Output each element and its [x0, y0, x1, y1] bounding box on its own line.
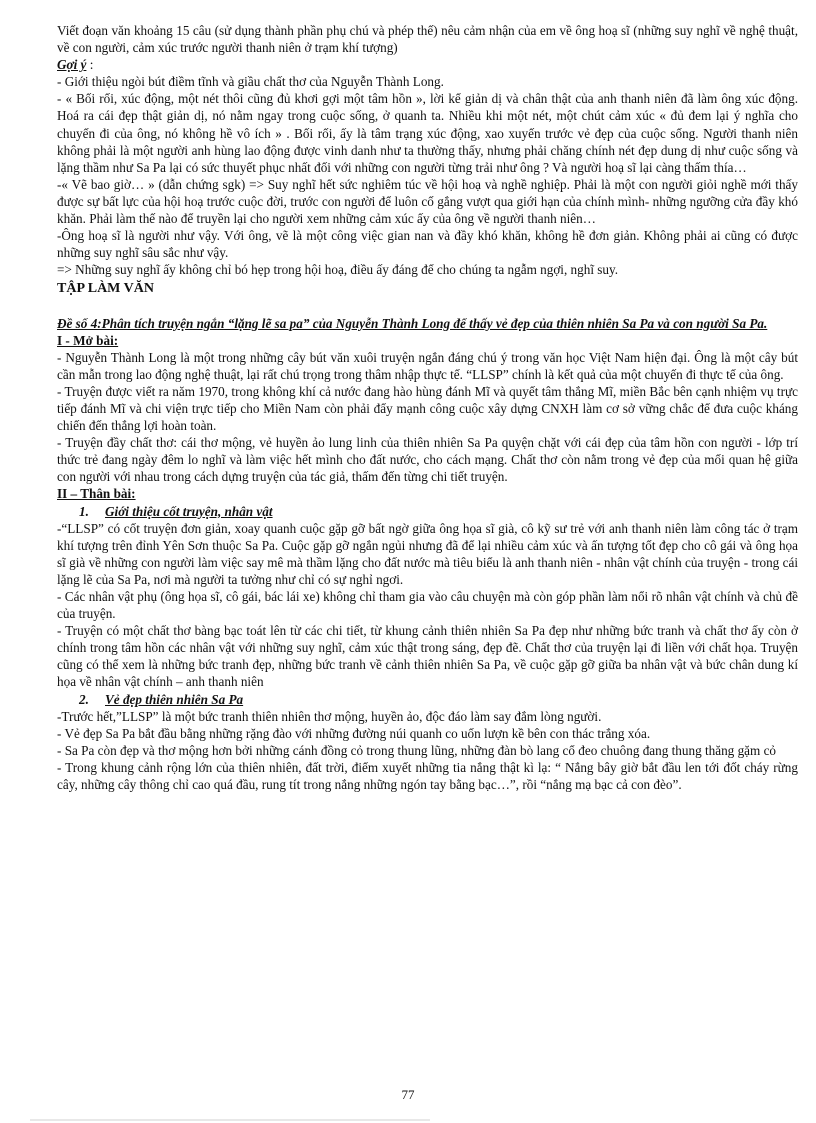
part1-heading: I - Mở bài: — [57, 332, 119, 348]
page-number: 77 — [401, 1087, 415, 1102]
subsection-1-label: Giới thiệu cốt truyện, nhân vật — [105, 503, 273, 519]
essay-title: Đề số 4:Phân tích truyện ngắn “lặng lẽ sa pa” của Nguyễn Thành Long để thấy vẻ đẹp của thiên nhiên Sa Pa và con người Sa Pa. — [57, 315, 768, 331]
hint-paragraph: -« Vẽ bao giờ… » (dẫn chứng sgk) => Suy nghĩ hết sức nghiêm túc về hội hoạ và nghề nghiệp. Phải là một con người giỏi nghề mới thấy được sự bất lực của hội hoạ trước cuộc đời, trước con người để luôn cố gắng vượt qua giới hạn của chính mình- những ngưỡng cửa đầy khó khăn. Phải làm thế nào để truyền lại cho người xem những cảm xúc ấy của ông về người thanh niên… — [57, 176, 798, 227]
subsection-1-heading — [79, 503, 798, 520]
assignment-prompt: Viết đoạn văn khoảng 15 câu (sử dụng thành phần phụ chú và phép thế) nêu cảm nhận của em về ông hoạ sĩ (những suy nghĩ về nghệ thuật, về con người, cảm xúc trước người thanh niên ở trạm khí tượng) — [57, 23, 798, 56]
hint-label: Gợi ý — [57, 57, 87, 73]
subsection-2-paragraph: - Sa Pa còn đẹp và thơ mộng hơn bởi những cánh đồng cỏ trong thung lũng, những đàn bò lang cổ đeo chuông đang thung thăng gặm cỏ — [57, 742, 777, 758]
section-heading: TẬP LÀM VĂN — [57, 281, 154, 297]
part1-paragraph: - Truyện đầy chất thơ: cái thơ mộng, vẻ huyền ảo lung linh của thiên nhiên Sa Pa quyện chặt với cái đẹp của tâm hồn con người - lớp trí thức trẻ đang ngày đêm lo nghĩ và làm việc hết mình cho đất nước, cho cách mạng. Chất thơ còn nằm trong vẻ đẹp của mối quan hệ giữa con người với nhau trong cách dựng truyện của tác giả, thấm đến từng chi tiết truyện. — [57, 435, 798, 485]
subsection-2-heading — [79, 691, 798, 708]
hint-colon: : — [86, 57, 94, 73]
hint-paragraph: - Giới thiệu ngòi bút điềm tĩnh và giầu chất thơ của Nguyễn Thành Long. — [57, 74, 444, 90]
subsection-2-label: Vẻ đẹp thiên nhiên Sa Pa — [105, 691, 244, 707]
document-page — [57, 22, 798, 793]
subsection-2-number: 2. — [79, 691, 89, 707]
subsection-2-paragraph: -Trước hết,”LLSP” là một bức tranh thiên nhiên thơ mộng, huyền ảo, độc đáo làm say đắm lòng người. — [57, 708, 602, 724]
blank-line — [57, 298, 798, 315]
subsection-1-paragraph: -“LLSP” có cốt truyện đơn giản, xoay quanh cuộc gặp gỡ bất ngờ giữa ông họa sĩ già, cô kỹ sư trẻ với anh thanh niên làm công tác ở trạm khí tượng trên đỉnh Yên Sơn thuộc Sa Pa. Cuộc gặp gỡ ngắn ngủi nhưng đã để lại nhiều cảm xúc và ấn tượng tốt đẹp cho cô gái và ông họa sĩ già về những con người làm việc say mê mà thầm lặng cho đất nước mà tiêu biểu là anh thanh niên - nhân vật chính của truyện - trong cái lặng lẽ của Sa Pa, nơi mà người ta tưởng như chỉ có sự nghỉ ngơi. — [57, 520, 798, 587]
footer-divider — [30, 1119, 430, 1121]
subsection-1-number: 1. — [79, 503, 89, 519]
subsection-2-paragraph: - Trong khung cảnh rộng lớn của thiên nhiên, đất trời, điểm xuyết những tia nắng thật kì lạ: “ Nắng bây giờ bắt đầu len tới đốt cháy rừng cây, những cây thông chỉ cao quá đầu, rung tít trong nắng những ngón tay bằng bạc…”, rồi “nắng mạ bạc cả con đèo”. — [57, 759, 798, 793]
hint-paragraph: -Ông hoạ sĩ là người như vậy. Với ông, vẽ là một công việc gian nan và đầy khó khăn, không hề đơn giản. Không phải ai cũng có được những suy nghĩ sâu sắc như vậy. — [57, 228, 798, 261]
part2-heading: II – Thân bài: — [57, 486, 136, 502]
part1-paragraph: - Nguyễn Thành Long là một trong những cây bút văn xuôi truyện ngắn đáng chú ý trong văn học Việt Nam hiện đại. Ông là một cây bút cần mẫn trong lao động nghệ thuật, lại rất chú trọng trong thâm nhập thực tế. “LLSP” chính là kết quả của một chuyến đi thực tế của ông. — [57, 349, 798, 382]
hint-paragraph: - « Bối rối, xúc động, một nét thôi cũng đủ khơi gợi một tâm hồn », lời kể giản dị và chân thật của anh thanh niên đã làm ông xúc động. Hoá ra cái đẹp thật giản dị, nó nằm ngay trong cuộc sống, ở quanh ta. Nhiều khi một nét, một chút cảm xúc « đủ đem lại ý nghĩa cho chuyến đi của ông, nó không hề vô ích » . Bối rối, ấy là tâm trạng xúc động, xao xuyến trước vẻ đẹp của cuộc sống. Người thanh niên không phải là một người anh hùng lao động được vinh danh như ta thường thấy, nhưng phải chăng chính nét đẹp dung dị như cuộc sống và lặng thầm như Sa Pa lại có sức thuyết phục nhất đối với những con người từng trải như ông ? Và người hoạ sĩ lại càng thấm thía… — [57, 91, 798, 175]
subsection-2-paragraph: - Vẻ đẹp Sa Pa bắt đầu bằng những rặng đào với những đường núi quanh co uốn lượn kề bên con thác trắng xóa. — [57, 725, 651, 741]
part1-paragraph: - Truyện được viết ra năm 1970, trong không khí cả nước đang hào hùng đánh Mĩ và quyết tâm thắng Mĩ, miền Bắc bên cạnh nhiệm vụ trực tiếp đánh Mĩ và chi viện trực tiếp cho Miền Nam còn phải đẩy mạnh công cuộc xây dựng CNXH làm cơ sở vững chắc để đưa cuộc kháng chiến đến thắng lợi hoàn toàn. — [57, 383, 798, 434]
subsection-1-paragraph: - Truyện có một chất thơ bàng bạc toát lên từ các chi tiết, từ khung cảnh thiên nhiên Sa Pa đẹp như những bức tranh và chất thơ ấy còn ở chính trong tâm hồn các nhân vật với những suy nghĩ, cảm xúc thật trong sáng, đẹp đẽ. Chất thơ của truyện lại đi liền với chất họa. Truyện cũng có thể xem là những bức tranh đẹp, những bức tranh về cảnh thiên nhiên Sa Pa, về cuộc gặp gỡ giữa ba nhân vật và bức chân dung kí họa về nhân vật chính – anh thanh niên — [57, 623, 798, 690]
hint-heading — [57, 56, 798, 73]
subsection-1-paragraph: - Các nhân vật phụ (ông họa sĩ, cô gái, bác lái xe) không chỉ tham gia vào câu chuyện mà còn góp phần làm nổi rõ nhân vật chính và chủ đề của truyện. — [57, 589, 798, 622]
hint-paragraph: => Những suy nghĩ ấy không chỉ bó hẹp trong hội hoạ, điều ấy đáng để cho chúng ta ngẫm ngợi, nghĩ suy. — [57, 262, 619, 278]
